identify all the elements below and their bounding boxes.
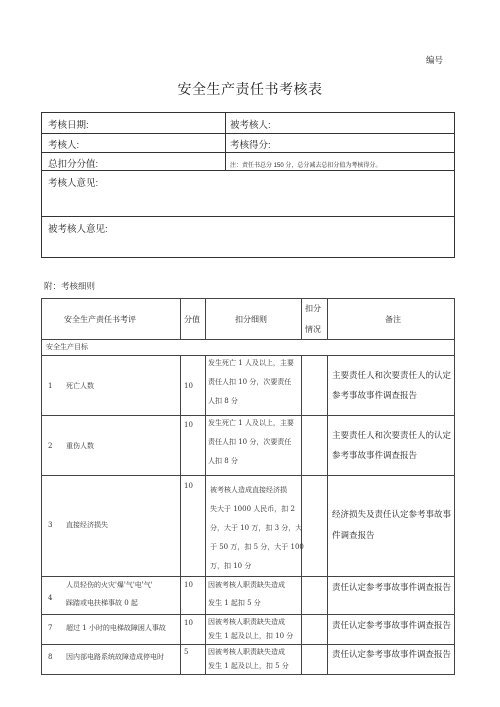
table-column-divider	[327, 355, 328, 674]
table-row-divider	[42, 475, 454, 476]
row-detail-line: 因被考核人职责缺失造成	[208, 648, 285, 656]
row-detail-line: 失大于 1000 人民币，扣 2	[210, 505, 295, 513]
form-divider	[42, 216, 454, 217]
page-title: 安全生产责任书考核表	[177, 82, 323, 98]
row-detail-line: 人扣 8 分	[208, 457, 238, 465]
row-detail-line: 发生 1 起及以上，扣 10 分	[208, 632, 294, 640]
table-row-divider	[42, 415, 454, 416]
row-points: 5	[184, 648, 189, 656]
header-deduction-line2: 情况	[305, 325, 321, 334]
assessment-score-field[interactable]: 考核得分:	[230, 140, 271, 151]
table-column-divider	[180, 299, 181, 339]
table-row-divider	[42, 614, 454, 615]
row-item: 重伤人数	[66, 442, 94, 450]
assessor-opinion-field[interactable]: 考核人意见:	[48, 178, 99, 189]
header-assessment-item: 安全生产责任书考评	[64, 315, 136, 324]
row-points: 10	[184, 482, 193, 490]
assessment-detail-table	[41, 298, 455, 675]
header-deduction-line1: 扣分	[305, 304, 321, 313]
row-number: 1	[48, 382, 53, 390]
section-title: 安全生产目标	[46, 343, 88, 351]
table-column-divider	[327, 299, 328, 339]
row-remarks-line: 参考事故事件调查报告	[332, 451, 418, 461]
table-column-divider	[205, 299, 206, 339]
row-remarks: 责任认定参考事故事件调查报告	[332, 583, 452, 593]
header-points: 分值	[184, 315, 200, 324]
table-row-divider	[42, 339, 454, 340]
row-item: 因内部电路系统故障造成停电时	[66, 653, 164, 661]
row-number: 8	[48, 653, 53, 661]
table-column-divider	[301, 355, 302, 674]
header-remarks: 备注	[385, 315, 401, 324]
row-item: 直接经济损失	[66, 521, 108, 529]
row-item-line: 踩踏或电扶梯事故 0 起	[66, 599, 138, 607]
row-number: 7	[48, 624, 53, 632]
row-remarks-line: 主要责任人和次要责任人的认定	[332, 431, 452, 441]
row-points: 10	[184, 382, 193, 390]
row-detail-line: 因被考核人职责缺失造成	[208, 581, 285, 589]
row-detail-line: 发生死亡 1 人及以上，主要	[208, 359, 294, 367]
header-deduction-detail: 扣分细则	[235, 315, 267, 324]
row-detail-line: 被考核人造成直接经济损	[210, 486, 287, 494]
assessor-field[interactable]: 考核人:	[48, 140, 80, 151]
row-detail-line: 分，大于 10 万，扣 3 分，大	[210, 524, 303, 532]
serial-number-label: 编号	[426, 56, 444, 66]
row-remarks-line: 主要责任人和次要责任人的认定	[332, 371, 452, 381]
row-points: 10	[184, 581, 193, 589]
row-detail-line: 责任人扣 10 分，次要责任	[208, 438, 292, 446]
row-number: 4	[48, 594, 53, 602]
row-detail-line: 发生 1 起扣 5 分	[208, 599, 261, 607]
assessment-date-field[interactable]: 考核日期:	[48, 120, 89, 131]
row-number: 2	[48, 442, 53, 450]
row-detail-line: 人扣 8 分	[208, 397, 238, 405]
row-remarks-line: 参考事故事件调查报告	[332, 391, 418, 401]
row-item-line: 人员轻伤的火灾'爆'气'电'气'	[66, 581, 153, 589]
form-divider	[42, 170, 454, 171]
row-item: 超过 1 小时的电梯故障困人事故	[66, 624, 166, 632]
table-column-divider	[180, 355, 181, 674]
row-detail-line: 发生 1 起及以上，扣 5 分	[208, 662, 289, 670]
row-item: 死亡人数	[66, 382, 94, 390]
form-divider	[42, 133, 454, 134]
table-column-divider	[205, 355, 206, 674]
scoring-note: 注：责任书总分 150 分，总分减去总扣分值为考核得分。	[230, 163, 382, 169]
total-deduction-field[interactable]: 总扣分分值:	[48, 159, 99, 170]
row-number: 3	[48, 521, 53, 529]
row-detail-line: 万，扣 10 分	[210, 562, 252, 570]
row-detail-line: 于 50 万，扣 5 分，大于 100	[210, 543, 304, 551]
appendix-label: 附：考核细则	[44, 282, 96, 292]
form-column-divider	[225, 113, 226, 170]
form-divider	[42, 152, 454, 153]
table-row-divider	[42, 355, 454, 356]
row-points: 10	[184, 619, 193, 627]
assessment-form	[41, 112, 455, 258]
row-points: 10	[184, 421, 193, 429]
row-detail-line: 发生死亡 1 人及以上，主要	[208, 419, 294, 427]
row-remarks: 责任认定参考事故事件调查报告	[332, 621, 452, 631]
assessee-field[interactable]: 被考核人:	[230, 120, 271, 131]
table-column-divider	[301, 299, 302, 339]
assessee-opinion-field[interactable]: 被考核人意见:	[48, 224, 108, 235]
row-remarks: 责任认定参考事故事件调查报告	[332, 650, 452, 660]
row-detail-line: 责任人扣 10 分，次要责任	[208, 378, 292, 386]
row-remarks-line: 经济损失及责任认定参考事故事	[332, 510, 452, 520]
row-detail-line: 因被考核人职责缺失造成	[208, 618, 285, 626]
row-remarks-line: 件调查报告	[332, 531, 375, 541]
table-row-divider	[42, 576, 454, 577]
